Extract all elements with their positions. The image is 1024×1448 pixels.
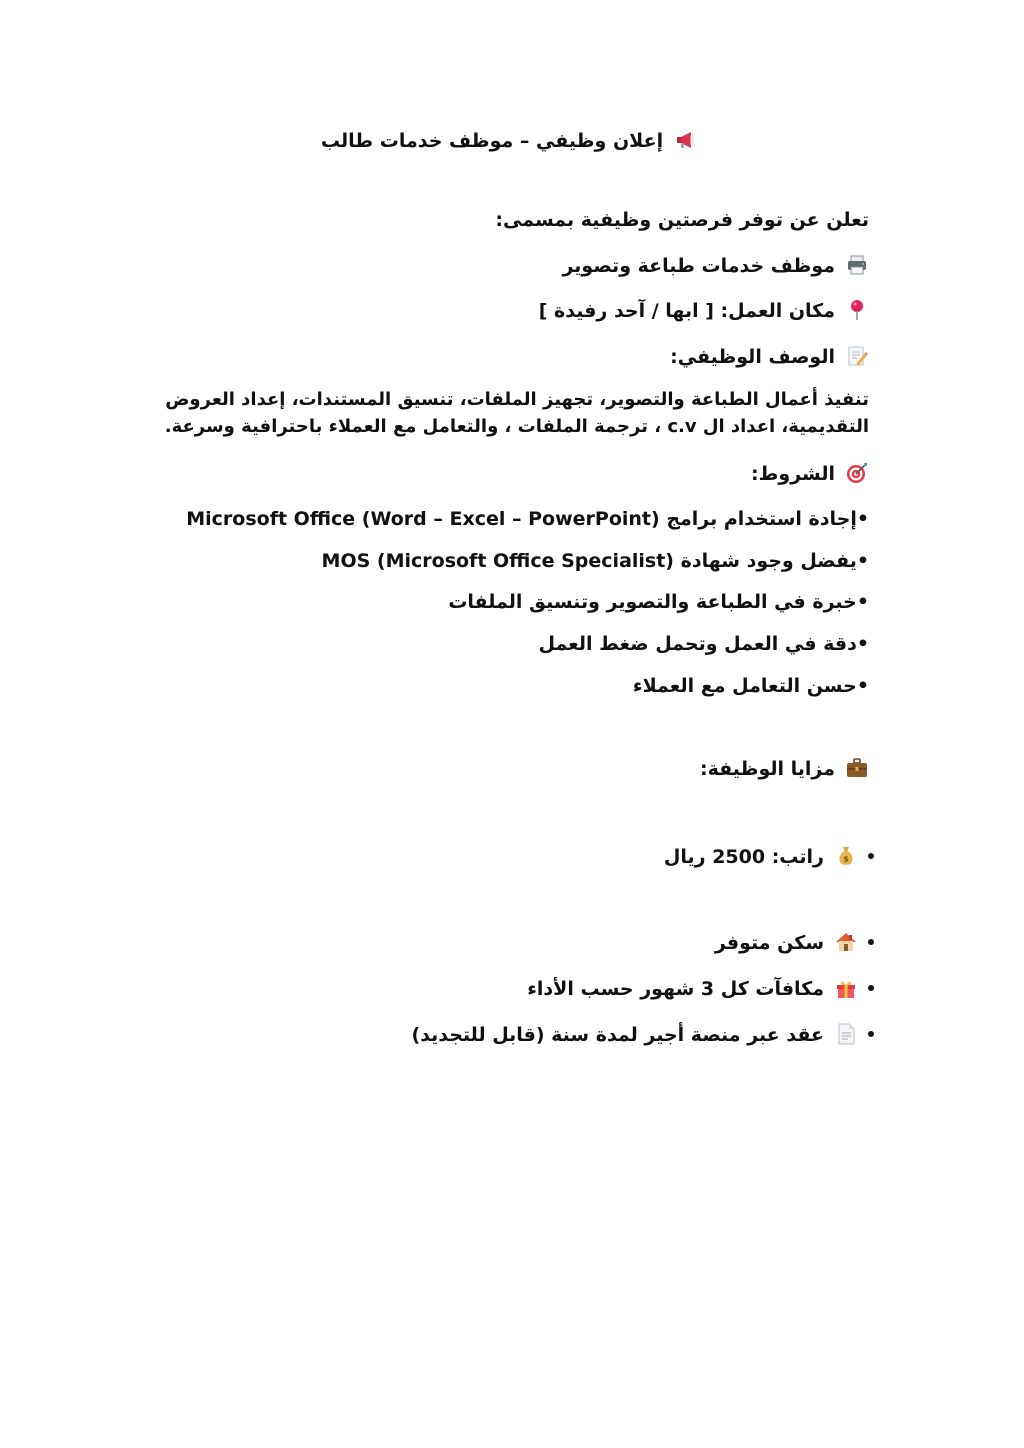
target-icon — [845, 461, 869, 485]
requirement-item — [633, 673, 869, 699]
bonus-line — [527, 976, 874, 1002]
requirement-text: إجادة استخدام برامج — [666, 508, 857, 530]
housing-line — [715, 930, 874, 956]
contract-line — [411, 1022, 874, 1048]
title-text: إعلان وظيفي – موظف خدمات طالب — [320, 130, 664, 152]
megaphone-icon — [673, 128, 697, 152]
requirement-text: خبرة في الطباعة والتصوير وتنسيق الملفات — [448, 591, 857, 613]
requirement-english: MOS (Microsoft Office Specialist) — [321, 550, 674, 572]
requirements-heading-line — [751, 461, 869, 487]
salary-label: راتب: — [771, 846, 824, 868]
requirement-item — [448, 589, 869, 615]
page-title — [0, 128, 1024, 154]
housing-text: سكن متوفر — [714, 932, 824, 954]
requirement-text: دقة في العمل وتحمل ضغط العمل — [538, 633, 857, 655]
salary-currency: ريال — [663, 846, 706, 868]
printer-icon — [845, 253, 869, 277]
requirement-item — [322, 548, 869, 574]
money-bag-icon — [834, 844, 858, 868]
bonus-text: مكافآت كل 3 شهور حسب الأداء — [527, 978, 824, 1000]
bullet-dot — [868, 939, 874, 945]
position-line — [562, 253, 869, 279]
memo-icon — [845, 344, 869, 368]
requirement-item — [538, 631, 869, 657]
document-icon — [834, 1022, 858, 1046]
bullet-mark: • — [856, 591, 869, 613]
salary-line — [664, 844, 874, 870]
benefits-heading: مزايا الوظيفة: — [700, 758, 835, 780]
description-heading: الوصف الوظيفي: — [670, 346, 835, 368]
location-line — [539, 298, 869, 324]
salary-amount: 2500 — [712, 846, 766, 868]
bullet-mark: • — [856, 675, 869, 697]
bullet-dot — [868, 853, 874, 859]
svg-text:$: $ — [843, 854, 849, 864]
bullet-dot — [868, 985, 874, 991]
benefits-heading-line — [700, 756, 869, 782]
pin-icon — [845, 298, 869, 322]
bullet-dot — [868, 1031, 874, 1037]
description-heading-line — [670, 344, 869, 370]
location-label: مكان العمل: — [720, 300, 835, 322]
requirement-text: يفضل وجود شهادة — [680, 550, 857, 572]
requirements-heading: الشروط: — [751, 463, 835, 485]
description-text: تنفيذ أعمال الطباعة والتصوير، تجهيز الملفات، تنسيق المستندات، إعداد العروض التقديمية، اعداد ال c.v ، ترجمة الملفات ، والتعامل مع العملاء باحترافية وسرعة. — [164, 389, 869, 437]
requirement-item — [186, 506, 869, 532]
intro-text: تعلن عن توفر فرصتين وظيفية بمسمى: — [495, 209, 869, 231]
location-value: [ ابها / آحد رفيدة ] — [538, 300, 714, 322]
requirement-text: حسن التعامل مع العملاء — [632, 675, 857, 697]
contract-text: عقد عبر منصة أجير لمدة سنة (قابل للتجديد) — [411, 1024, 824, 1046]
bullet-mark: • — [856, 508, 869, 530]
requirement-english: Microsoft Office (Word – Excel – PowerPoint) — [186, 508, 660, 530]
house-icon — [834, 930, 858, 954]
gift-icon — [834, 976, 858, 1000]
position-text: موظف خدمات طباعة وتصوير — [562, 255, 835, 277]
bullet-mark: • — [856, 633, 869, 655]
briefcase-icon — [845, 756, 869, 780]
bullet-mark: • — [856, 550, 869, 572]
